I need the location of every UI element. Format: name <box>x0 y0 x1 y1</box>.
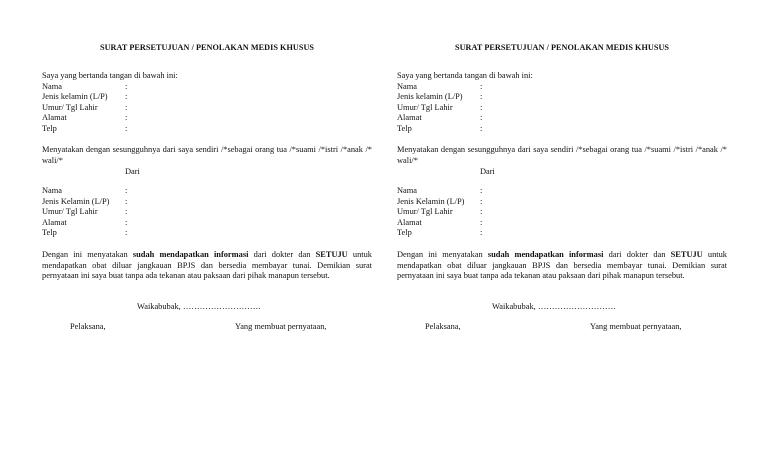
field-row-nama <box>42 186 372 197</box>
field-colon: : <box>480 217 483 227</box>
pelaksana-signature-label: Pelaksana, <box>70 322 106 331</box>
field-label: Nama <box>397 81 417 91</box>
field-colon: : <box>480 81 483 91</box>
field-row-jenis-kelamin <box>42 197 372 208</box>
field-row-telp <box>397 124 727 135</box>
declaration-text: Dengan ini menyatakan <box>42 250 133 259</box>
field-row-nama <box>42 82 372 93</box>
intro-text: Saya yang bertanda tangan di bawah ini: <box>397 71 533 80</box>
field-row-telp <box>42 228 372 239</box>
field-row-jenis-kelamin <box>397 197 727 208</box>
field-label: Telp <box>42 123 57 133</box>
consent-form-left <box>42 0 372 466</box>
field-label: Nama <box>42 186 62 195</box>
declaration-bold-text: SETUJU <box>670 250 703 259</box>
field-row-alamat <box>397 218 727 229</box>
field-colon: : <box>125 228 128 238</box>
field-colon: : <box>125 196 128 206</box>
field-label: Telp <box>42 228 57 238</box>
field-row-telp <box>397 228 727 239</box>
field-colon: : <box>480 92 483 102</box>
field-label: Umur/ Tgl Lahir <box>397 207 453 217</box>
field-row-nama <box>397 82 727 93</box>
dari-label: Dari <box>480 167 495 176</box>
field-label: Alamat <box>397 217 422 227</box>
place-date-line: Waikabubak, ………………………. <box>492 302 616 311</box>
statement-text: Menyatakan dengan sesungguhnya dari saya sendiri /*sebagai orang tua /*suami /*istri /*anak /* wali/* <box>397 145 727 165</box>
declarant-signature-label: Yang membuat pernyataan, <box>590 322 682 331</box>
field-label: Umur/ Tgl Lahir <box>397 102 453 112</box>
field-label: Nama <box>397 186 417 195</box>
field-colon: : <box>125 81 128 91</box>
declaration-bold-text: sudah mendapatkan informasi <box>132 250 249 259</box>
field-colon: : <box>480 123 483 133</box>
declaration-text: Dengan ini menyatakan <box>397 250 488 259</box>
field-row-umur <box>42 103 372 114</box>
field-label: Jenis kelamin (L/P) <box>397 92 463 102</box>
field-colon: : <box>480 228 483 238</box>
signer-fields <box>397 82 727 135</box>
field-row-umur <box>397 207 727 218</box>
field-colon: : <box>480 186 483 195</box>
dari-label: Dari <box>125 167 140 176</box>
field-row-umur <box>42 207 372 218</box>
form-title: SURAT PERSETUJUAN / PENOLAKAN MEDIS KHUSUS <box>454 43 670 52</box>
statement-text: Menyatakan dengan sesungguhnya dari saya sendiri /*sebagai orang tua /*suami /*istri /*anak /* wali/* <box>42 145 372 165</box>
field-row-umur <box>397 103 727 114</box>
declaration-text: untuk mendapatkan obat diluar jangkauan BPJS dan bersedia membayar tunai. Demikian surat pernyataan ini saya buat tanpa ada tekanan atau paksaan dari pihak manapun tersebut. <box>42 250 372 281</box>
field-row-jenis-kelamin <box>397 92 727 103</box>
field-colon: : <box>125 123 128 133</box>
field-label: Alamat <box>42 217 67 227</box>
field-label: Jenis Kelamin (L/P) <box>397 196 465 206</box>
form-title: SURAT PERSETUJUAN / PENOLAKAN MEDIS KHUSUS <box>99 43 315 52</box>
field-colon: : <box>125 113 128 123</box>
field-label: Alamat <box>397 113 422 123</box>
field-colon: : <box>125 186 128 195</box>
pelaksana-signature-label: Pelaksana, <box>425 322 461 331</box>
field-row-alamat <box>397 113 727 124</box>
field-row-nama <box>397 186 727 197</box>
field-colon: : <box>125 207 128 217</box>
signer-fields <box>42 82 372 135</box>
field-label: Alamat <box>42 113 67 123</box>
patient-fields <box>42 186 372 239</box>
consent-form-right <box>397 0 727 466</box>
declaration-bold-text: sudah mendapatkan informasi <box>487 250 604 259</box>
declaration-text: dari dokter dan <box>603 250 671 259</box>
field-colon: : <box>125 102 128 112</box>
field-row-alamat <box>42 113 372 124</box>
field-label: Umur/ Tgl Lahir <box>42 207 98 217</box>
field-colon: : <box>480 113 483 123</box>
declarant-signature-label: Yang membuat pernyataan, <box>235 322 327 331</box>
field-colon: : <box>125 217 128 227</box>
field-label: Telp <box>397 228 412 238</box>
field-colon: : <box>125 92 128 102</box>
field-colon: : <box>480 102 483 112</box>
field-label: Nama <box>42 81 62 91</box>
field-colon: : <box>480 196 483 206</box>
patient-fields <box>397 186 727 239</box>
declaration-text: dari dokter dan <box>248 250 316 259</box>
intro-text: Saya yang bertanda tangan di bawah ini: <box>42 71 178 80</box>
declaration-paragraph <box>397 250 727 282</box>
field-label: Jenis Kelamin (L/P) <box>42 196 110 206</box>
declaration-paragraph <box>42 250 372 282</box>
field-label: Umur/ Tgl Lahir <box>42 102 98 112</box>
field-colon: : <box>480 207 483 217</box>
field-row-telp <box>42 124 372 135</box>
declaration-bold-text: SETUJU <box>315 250 348 259</box>
declaration-text: untuk mendapatkan obat diluar jangkauan BPJS dan bersedia membayar tunai. Demikian surat pernyataan ini saya buat tanpa ada tekanan atau paksaan dari pihak manapun tersebut. <box>397 250 727 281</box>
field-row-alamat <box>42 218 372 229</box>
field-label: Jenis kelamin (L/P) <box>42 92 108 102</box>
field-row-jenis-kelamin <box>42 92 372 103</box>
field-label: Telp <box>397 123 412 133</box>
place-date-line: Waikabubak, ………………………. <box>137 302 261 311</box>
